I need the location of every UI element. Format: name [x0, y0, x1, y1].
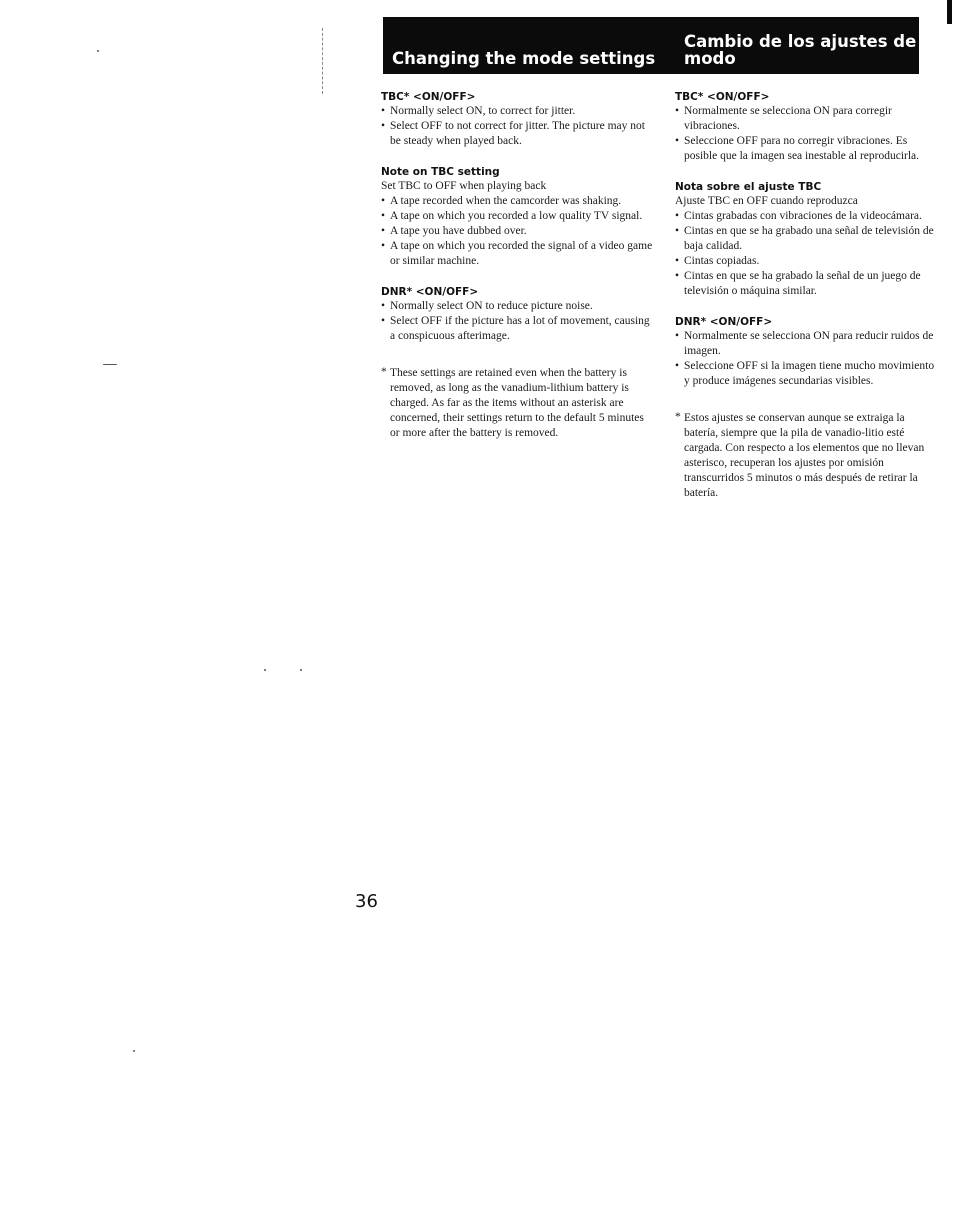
scan-speck — [103, 364, 117, 365]
spanish-column — [675, 90, 935, 501]
tbc-note-heading: Note on TBC setting — [381, 166, 500, 178]
dnr-heading: DNR* <ON/OFF> — [381, 286, 479, 298]
footnote-mark: * — [675, 411, 681, 423]
tbc-list — [381, 104, 653, 149]
list-item: • A tape recorded when the camcorder was shaking. — [381, 194, 653, 209]
dnr-heading-es: DNR* <ON/OFF> — [675, 316, 773, 328]
tbc-note-section-es — [675, 180, 935, 299]
tbc-list-es — [675, 104, 935, 164]
scan-speck — [97, 50, 99, 52]
tbc-section-es — [675, 90, 935, 164]
list-item: • A tape on which you recorded a low quality TV signal. — [381, 209, 653, 224]
list-item: • Cintas copiadas. — [675, 254, 935, 269]
list-item: • Cintas grabadas con vibraciones de la videocámara. — [675, 209, 935, 224]
page-title-en: Changing the mode settings — [392, 49, 656, 68]
scan-mark — [322, 28, 324, 94]
tbc-note-intro-es: Ajuste TBC en OFF cuando reproduzca — [675, 195, 858, 207]
list-item: • A tape you have dubbed over. — [381, 224, 653, 239]
scan-speck — [264, 669, 266, 671]
tbc-heading-es: TBC* <ON/OFF> — [675, 91, 770, 103]
footnote-text: Estos ajustes se conservan aunque se extraiga la batería, siempre que la pila de vanadio-litio esté cargada. Con respecto a los elementos que no llevan asterisco, recuperan los ajustes por omisión transcurridos 5 minutos o más después de retirar la batería. — [684, 412, 925, 499]
english-column — [381, 90, 653, 441]
dnr-list — [381, 299, 653, 344]
footnote-mark: * — [381, 366, 387, 378]
list-item: • Seleccione OFF si la imagen tiene mucho movimiento y produce imágenes secundarias visibles. — [675, 359, 935, 389]
scan-speck — [133, 1050, 135, 1052]
footnote-es — [675, 411, 935, 501]
tbc-note-list — [381, 194, 653, 269]
footnote-text: These settings are retained even when the battery is removed, as long as the vanadium-lithium battery is charged. As far as the items without an asterisk are concerned, their settings return to the default 5 minutes or more after the battery is removed. — [390, 367, 644, 439]
tbc-section — [381, 90, 653, 149]
page-edge-mark — [947, 0, 952, 24]
page-title-es — [684, 33, 916, 67]
list-item: • Normally select ON, to correct for jitter. — [381, 104, 653, 119]
list-item: • Normally select ON to reduce picture noise. — [381, 299, 653, 314]
page-title-es-line-1: Cambio de los ajustes de — [684, 32, 917, 51]
list-item: • Normalmente se selecciona ON para corregir vibraciones. — [675, 104, 935, 134]
footnote — [381, 366, 653, 441]
list-item: • Select OFF to not correct for jitter. The picture may not be steady when played back. — [381, 119, 653, 149]
list-item: • Seleccione OFF para no corregir vibraciones. Es posible que la imagen sea inestable al reproducirla. — [675, 134, 935, 164]
dnr-section — [381, 285, 653, 344]
scan-speck — [300, 669, 302, 671]
dnr-list-es — [675, 329, 935, 389]
tbc-heading: TBC* <ON/OFF> — [381, 91, 476, 103]
list-item: • A tape on which you recorded the signal of a video game or similar machine. — [381, 239, 653, 269]
dnr-section-es — [675, 315, 935, 389]
page-number: 36 — [355, 891, 378, 912]
list-item: • Cintas en que se ha grabado la señal de un juego de televisión o máquina similar. — [675, 269, 935, 299]
page-title-es-line-2: modo — [684, 49, 736, 68]
tbc-note-heading-es: Nota sobre el ajuste TBC — [675, 181, 822, 193]
tbc-note-intro: Set TBC to OFF when playing back — [381, 180, 547, 192]
list-item: • Select OFF if the picture has a lot of movement, causing a conspicuous afterimage. — [381, 314, 653, 344]
tbc-note-list-es — [675, 209, 935, 299]
list-item: • Normalmente se selecciona ON para reducir ruidos de imagen. — [675, 329, 935, 359]
list-item: • Cintas en que se ha grabado una señal de televisión de baja calidad. — [675, 224, 935, 254]
tbc-note-section — [381, 165, 653, 269]
